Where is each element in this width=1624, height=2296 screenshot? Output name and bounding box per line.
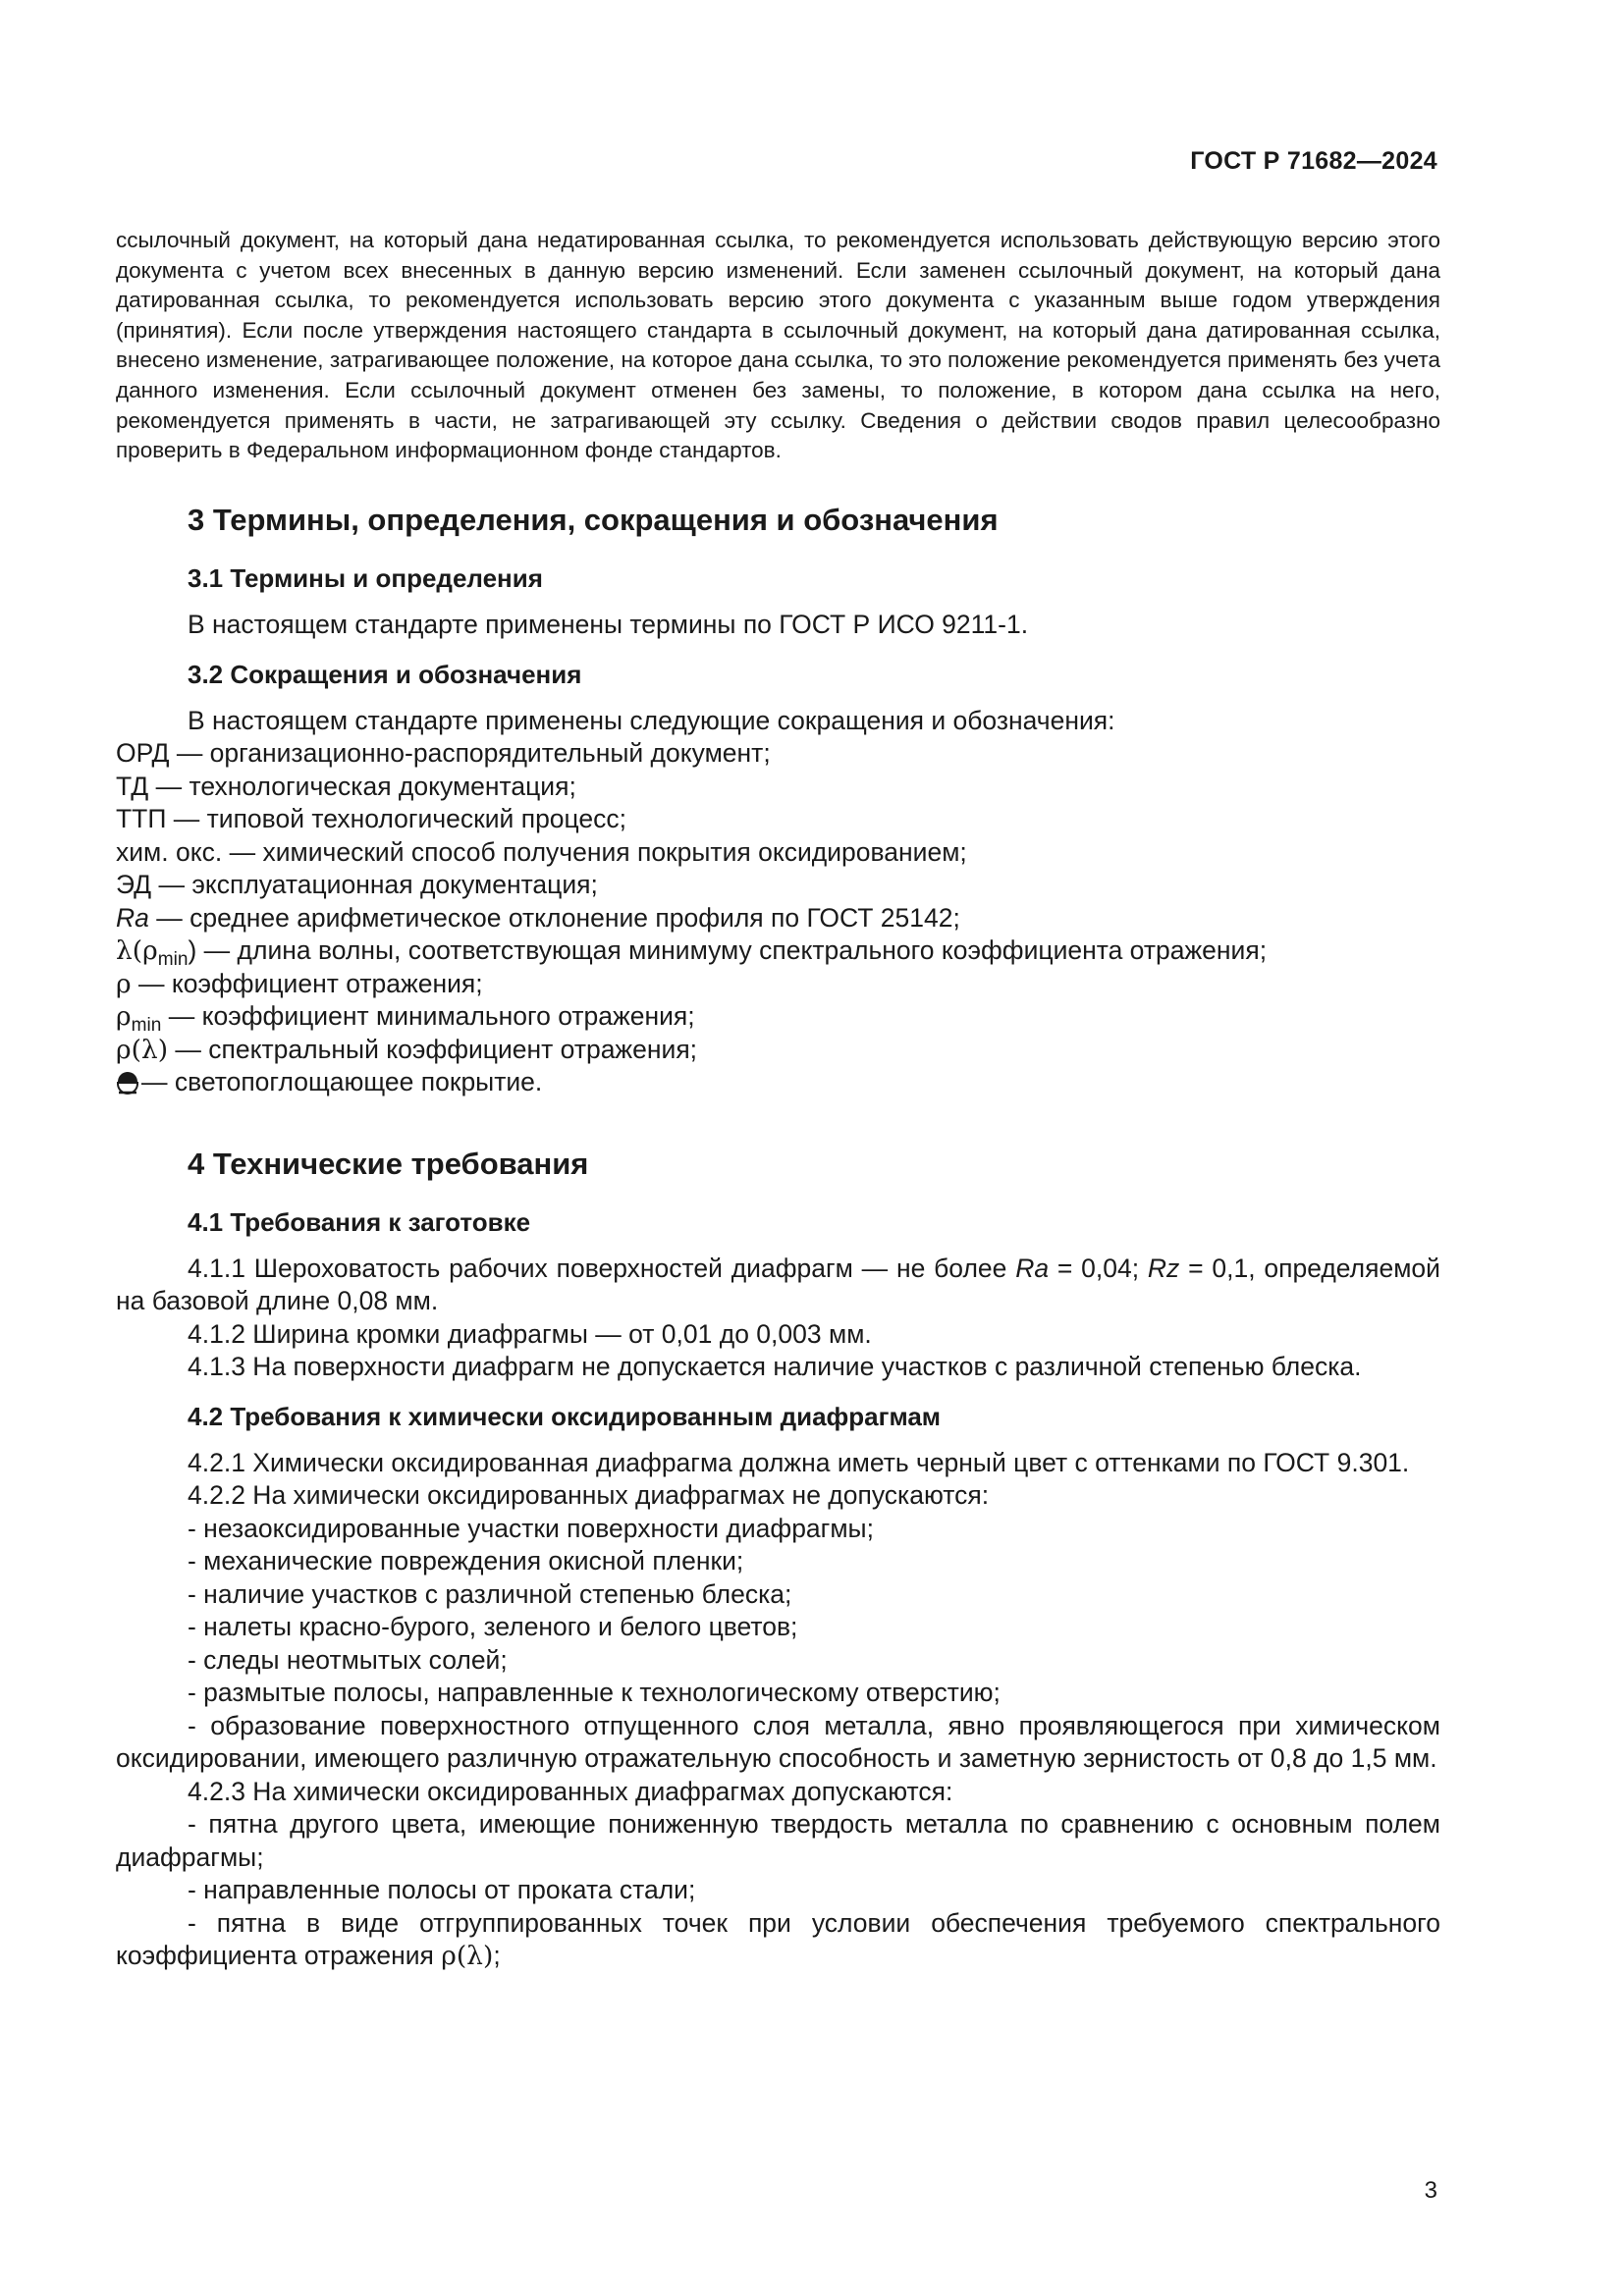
defects-not-allowed-list [116,1513,1440,1776]
rhomin-symbol: ρ [116,1001,132,1032]
coating-definition: — светопоглощающее покрытие. [141,1067,543,1096]
list-item: - пятна другого цвета, имеющие пониженную твердость металла по сравнению с основным полем диафрагмы; [116,1809,1440,1872]
abbreviation-item: ОРД — организационно-распорядительный документ; [116,738,771,768]
page-number: 3 [1424,2177,1437,2204]
section-4-1-title: 4.1 Требования к заготовке [188,1206,531,1237]
ra-definition: — среднее арифметическое отклонение профиля по ГОСТ 25142; [148,902,960,933]
list-item: - образование поверхностного отпущенного слоя металла, явно проявляющегося при химическом оксидировании, имеющего различную отражательную способность и заметную зернистость от 0,8 до 1,5 мм. [116,1710,1440,1773]
abbreviation-list [116,737,1440,1099]
lambda-symbol: λ(ρ [116,935,158,966]
section-4-2-title: 4.2 Требования к химически оксидированным диафрагмам [188,1401,942,1431]
clause-4-2-1: 4.2.1 Химически оксидированная диафрагма должна иметь черный цвет с оттенками по ГОСТ 9.301. [188,1447,1410,1477]
abbreviation-item-rholambda [116,1034,1440,1067]
ra-symbol: Ra [116,902,149,933]
intro-text: ссылочный документ, на который дана недатированная ссылка, то рекомендуется использовать действующую версию этого документа с учетом всех внесенных в данную версию изменений. Если заменен ссылочный документ, на который дана датированная ссылка, то рекомендуется использовать версию этого документа с указанным выше годом утверждения (принятия). Если после утверждения настоящего стандарта в ссылочный документ, на который дана датированная ссылка, внесено изменение, затрагивающее положение, на которое дана ссылка, то это положение рекомендуется применять без учета данного изменения. Если ссылочный документ отменен без замены, то положение, в котором дана ссылка на него, рекомендуется применять в части, не затрагивающей эту ссылку. Сведения о действии сводов правил целесообразно проверить в Федеральном информационном фонде стандартов. [116,228,1440,463]
abbreviation-item: ТТП — типовой технологический процесс; [116,804,627,833]
list-item [116,1907,1440,1973]
list-item: - наличие участков с различной степенью блеска; [188,1578,792,1609]
abbreviation-item-rhomin [116,1000,1440,1034]
rhomin-subscript: min [131,1015,162,1036]
light-absorbing-coating-icon [116,1069,139,1095]
rholambda-symbol: ρ(λ) [441,1941,494,1971]
list-item: - механические повреждения окисной пленки; [188,1546,744,1575]
rho-definition: — коэффициент отражения; [131,968,483,998]
defects-allowed-list [116,1808,1440,1973]
section-3-1-text: В настоящем стандарте применены термины по ГОСТ Р ИСО 9211-1. [188,610,1029,639]
clause-4-1-1-text: = 0,04; [1049,1253,1148,1283]
list-item: - следы неотмытых солей; [188,1644,508,1675]
lambda-subscript: min [157,949,189,970]
lambda-definition: ) — длина волны, соответствующая минимуму спектрального коэффициента отражения; [188,935,1268,965]
list-item: - налеты красно-бурого, зеленого и белого цветов; [188,1612,798,1641]
list-item: - направленные полосы от проката стали; [188,1875,696,1904]
section-3-2-intro: В настоящем стандарте применены следующие сокращения и обозначения: [188,705,1115,735]
abbreviation-item-lambda [116,934,1440,968]
section-4-title: 4 Технические требования [188,1146,589,1181]
rz-symbol: Rz [1147,1253,1180,1283]
rholambda-symbol: ρ(λ) [116,1034,169,1065]
section-3-1-title: 3.1 Термины и определения [188,563,543,593]
list-item: - незаоксидированные участки поверхности диафрагмы; [188,1513,874,1543]
clause-4-1-1-text: = 0,1, определяемой на базовой длине 0,08 мм. [116,1253,1440,1315]
rholambda-definition: — спектральный коэффициент отражения; [168,1034,698,1064]
list-item-text: ; [493,1941,501,1970]
abbreviation-item-coating [116,1066,1440,1099]
clause-4-1-1 [116,1253,1440,1318]
ra-symbol: Ra [1015,1253,1050,1283]
clause-4-2-3: 4.2.3 На химически оксидированных диафрагмах допускаются: [188,1776,953,1806]
list-item: - размытые полосы, направленные к технологическому отверстию; [188,1678,1001,1707]
rho-symbol: ρ [116,968,132,999]
list-item-text: - пятна в виде отгруппированных точек при условии обеспечения требуемого спектрального коэффициента отражения [116,1907,1440,1970]
clause-4-1-1-text: 4.1.1 Шероховатость рабочих поверхностей диафрагм — не более [188,1253,1016,1283]
main-content [116,501,1440,1973]
clause-4-2-2: 4.2.2 На химически оксидированных диафрагмах не допускаются: [188,1480,990,1510]
rhomin-definition: — коэффициент минимального отражения; [161,1001,695,1031]
abbreviation-item-rho [116,968,1440,1001]
intro-paragraph [116,226,1440,466]
section-3-2-title: 3.2 Сокращения и обозначения [188,659,582,689]
document-code-header: ГОСТ Р 71682—2024 [1190,147,1437,175]
clause-4-1-2: 4.1.2 Ширина кромки диафрагмы — от 0,01 до 0,003 мм. [188,1318,872,1349]
abbreviation-item: хим. окс. — химический способ получения покрытия оксидированием; [116,836,967,867]
abbreviation-item: ЭД — эксплуатационная документация; [116,870,598,899]
abbreviation-item-ra [116,902,1440,935]
section-3-title: 3 Термины, определения, сокращения и обозначения [188,503,999,537]
abbreviation-item: ТД — технологическая документация; [116,771,576,801]
clause-4-1-3: 4.1.3 На поверхности диафрагм не допускается наличие участков с различной степенью блеска. [188,1352,1362,1381]
